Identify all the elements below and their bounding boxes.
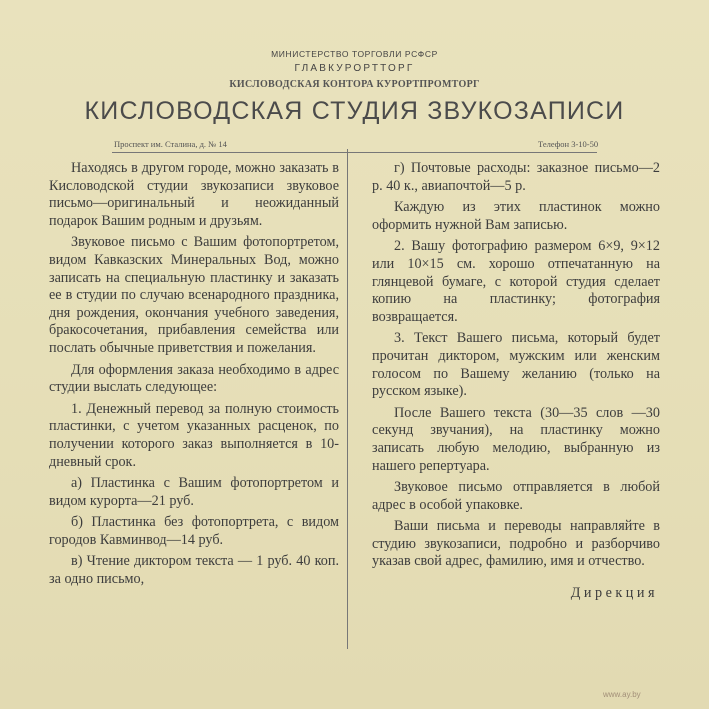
ministry-line: МИНИСТЕРСТВО ТОРГОВЛИ РСФСР [271, 49, 438, 59]
paragraph: 1. Денежный перевод за полную стоимость пластинки, с учетом указанных расценок, по получении которого заказ выполняется в 10-дневный срок. [49, 400, 339, 470]
paragraph: 2. Вашу фотографию размером 6×9, 9×12 или 10×15 см. хорошо отпечатанную на глянцевой бумаге, с которой студия сделает копию на пластинку; фотография возвращается. [372, 238, 660, 325]
paragraph: г) Почтовые расходы: заказное письмо—2 р. 40 к., авиапочтой—5 р. [372, 160, 660, 194]
paragraph: После Вашего текста (30—35 слов —30 секунд звучания), на пластинку можно записать любую мелодию, выбранную из нашего репертуара. [372, 404, 660, 474]
studio-title: КИСЛОВОДСКАЯ СТУДИЯ ЗВУКОЗАПИСИ [84, 97, 625, 125]
paragraph: Звуковое письмо отправляется в любой адрес в особой упаковке. [372, 479, 660, 513]
paragraph: 3. Текст Вашего письма, который будет прочитан диктором, мужским или женским голосом по Вашему желанию (только на русском языке). [372, 330, 660, 400]
header-rule [112, 152, 597, 153]
paragraph: Ваши письма и переводы направляйте в студию звукозаписи, подробно и разборчиво указав свой адрес, фамилию, имя и отчество. [372, 518, 660, 570]
watermark-text: www.ay.by [603, 690, 641, 699]
paragraph: в) Чтение диктором текста — 1 руб. 40 коп. за одно письмо, [49, 553, 339, 588]
left-column [49, 160, 339, 593]
paragraph: б) Пластинка без фотопортрета, с видом городов Кавминвод—14 руб. [49, 514, 339, 548]
right-column [372, 160, 660, 607]
paragraph: Для оформления заказа необходимо в адрес студии выслать следующее: [49, 361, 339, 396]
column-divider [347, 149, 348, 649]
glavk-line: ГЛАВКУРОРТТОРГ [294, 63, 415, 74]
office-line: КИСЛОВОДСКАЯ КОНТОРА КУРОРТПРОМТОРГ [229, 79, 480, 90]
address-text: Проспект им. Сталина, д. № 14 [114, 139, 227, 149]
signature: Дирекция [570, 585, 658, 602]
paragraph: Звуковое письмо с Вашим фотопортретом, видом Кавказских Минеральных Вод, можно записать на специальную пластинку и заказать ее в студии по случаю всенародного праздника, дня рождения, окончания учебного заведения, бракосочетания, прибавления семейства или послать обычные приветствия и пожелания. [49, 234, 339, 356]
phone-text: Телефон 3-10-50 [538, 139, 599, 149]
paragraph: Находясь в другом городе, можно заказать в Кисловодской студии звукозаписи звуковое письмо—оригинальный и неожиданный подарок Вашим родным и друзьям. [49, 160, 339, 229]
paragraph: Каждую из этих пластинок можно оформить нужной Вам записью. [372, 199, 660, 233]
paragraph: а) Пластинка с Вашим фотопортретом и видом курорта—21 руб. [49, 475, 339, 509]
